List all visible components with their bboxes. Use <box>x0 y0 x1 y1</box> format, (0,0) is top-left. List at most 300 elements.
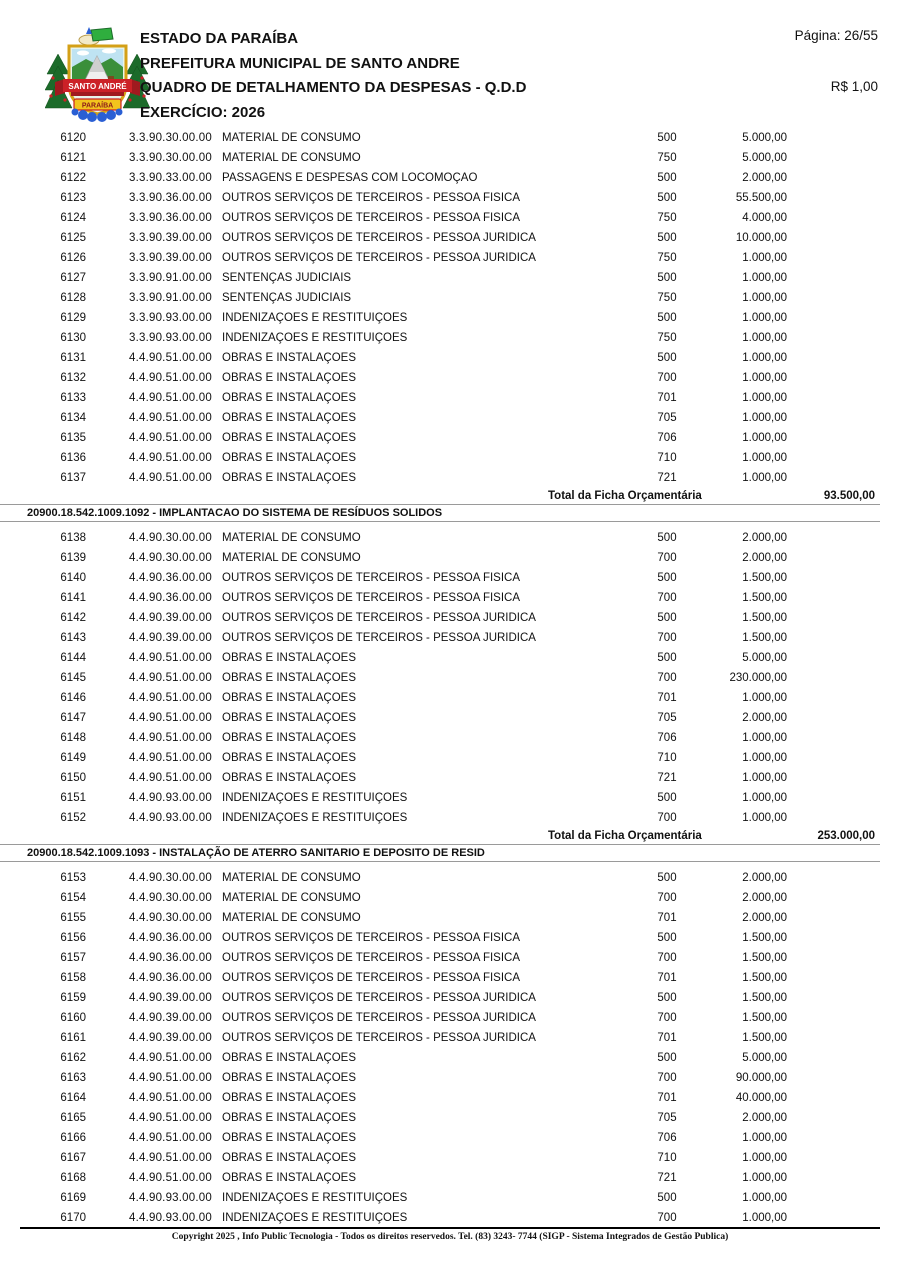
valor-cell: 1.500,00 <box>742 992 787 1004</box>
code-cell: 4.4.90.51.00.00 <box>129 772 212 784</box>
fonte-cell: 500 <box>657 572 677 584</box>
ficha-cell: 6149 <box>60 752 86 764</box>
code-cell: 3.3.90.91.00.00 <box>129 292 212 304</box>
table-row <box>0 308 900 328</box>
valor-cell: 1.500,00 <box>742 572 787 584</box>
code-cell: 4.4.90.51.00.00 <box>129 412 212 424</box>
valor-cell: 2.000,00 <box>742 1112 787 1124</box>
code-cell: 4.4.90.51.00.00 <box>129 1172 212 1184</box>
ficha-cell: 6130 <box>60 332 86 344</box>
ficha-cell: 6161 <box>60 1032 86 1044</box>
total-value: 253.000,00 <box>817 830 875 842</box>
valor-cell: 55.500,00 <box>735 192 787 204</box>
fonte-cell: 700 <box>657 372 677 384</box>
total-row <box>0 828 900 844</box>
table-row <box>0 328 900 348</box>
fonte-cell: 750 <box>657 212 677 224</box>
code-cell: 4.4.90.51.00.00 <box>129 392 212 404</box>
description-cell: SENTENÇAS JUDICIAIS <box>222 292 352 304</box>
description-cell: OBRAS E INSTALAÇÕES <box>222 752 356 764</box>
description-cell: OUTROS SERVIÇOS DE TERCEIROS - PESSOA FÍSICA <box>222 572 521 584</box>
fonte-cell: 706 <box>657 432 677 444</box>
code-cell: 4.4.90.51.00.00 <box>129 672 212 684</box>
code-cell: 4.4.90.36.00.00 <box>129 952 212 964</box>
table-row <box>0 428 900 448</box>
description-cell: OUTROS SERVIÇOS DE TERCEIROS - PESSOA FÍSICA <box>222 952 521 964</box>
ficha-cell: 6166 <box>60 1132 86 1144</box>
table-row <box>0 168 900 188</box>
code-cell: 4.4.90.51.00.00 <box>129 352 212 364</box>
table-row <box>0 1008 900 1028</box>
description-cell: OBRAS E INSTALAÇÕES <box>222 392 356 404</box>
fonte-cell: 750 <box>657 152 677 164</box>
code-cell: 4.4.90.51.00.00 <box>129 1132 212 1144</box>
ficha-cell: 6125 <box>60 232 86 244</box>
fonte-cell: 750 <box>657 332 677 344</box>
code-cell: 4.4.90.30.00.00 <box>129 872 212 884</box>
ficha-cell: 6158 <box>60 972 86 984</box>
description-cell: INDENIZAÇÕES E RESTITUIÇÕES <box>222 792 408 804</box>
fonte-cell: 700 <box>657 812 677 824</box>
ficha-cell: 6126 <box>60 252 86 264</box>
table-row <box>0 568 900 588</box>
code-cell: 3.3.90.33.00.00 <box>129 172 212 184</box>
valor-cell: 1.000,00 <box>742 412 787 424</box>
valor-cell: 1.000,00 <box>742 292 787 304</box>
valor-cell: 1.000,00 <box>742 432 787 444</box>
total-label: Total da Ficha Orçamentária <box>548 830 702 842</box>
fonte-cell: 500 <box>657 792 677 804</box>
table-row <box>0 448 900 468</box>
table-row <box>0 1108 900 1128</box>
fonte-cell: 705 <box>657 412 677 424</box>
code-cell: 3.3.90.93.00.00 <box>129 332 212 344</box>
code-cell: 4.4.90.93.00.00 <box>129 1212 212 1224</box>
valor-cell: 1.500,00 <box>742 1032 787 1044</box>
description-cell: OBRAS E INSTALAÇÕES <box>222 652 356 664</box>
ficha-cell: 6131 <box>60 352 86 364</box>
fonte-cell: 500 <box>657 132 677 144</box>
expense-table <box>0 128 900 1228</box>
table-row <box>0 988 900 1008</box>
description-cell: OUTROS SERVIÇOS DE TERCEIROS - PESSOA JURÍDICA <box>222 232 536 244</box>
description-cell: MATERIAL DE CONSUMO <box>222 912 361 924</box>
fonte-cell: 500 <box>657 992 677 1004</box>
code-cell: 3.3.90.93.00.00 <box>129 312 212 324</box>
description-cell: OBRAS E INSTALAÇÕES <box>222 732 356 744</box>
table-row <box>0 1128 900 1148</box>
code-cell: 4.4.90.30.00.00 <box>129 912 212 924</box>
municipality-crest-icon <box>45 26 150 123</box>
ficha-cell: 6141 <box>60 592 86 604</box>
table-row <box>0 808 900 828</box>
crest-state-label: PARAÍBA <box>81 102 114 110</box>
ficha-cell: 6120 <box>60 132 86 144</box>
valor-cell: 1.000,00 <box>742 1132 787 1144</box>
table-row <box>0 288 900 308</box>
table-row <box>0 928 900 948</box>
description-cell: MATERIAL DE CONSUMO <box>222 552 361 564</box>
table-row <box>0 1088 900 1108</box>
table-row <box>0 408 900 428</box>
ficha-cell: 6154 <box>60 892 86 904</box>
footer-rule <box>20 1227 880 1229</box>
table-row <box>0 1068 900 1088</box>
description-cell: MATERIAL DE CONSUMO <box>222 132 361 144</box>
code-cell: 4.4.90.93.00.00 <box>129 812 212 824</box>
report-title: QUADRO DE DETALHAMENTO DA DESPESAS - Q.D.D <box>140 79 527 96</box>
code-cell: 4.4.90.39.00.00 <box>129 1012 212 1024</box>
valor-cell: 1.000,00 <box>742 392 787 404</box>
code-cell: 4.4.90.30.00.00 <box>129 552 212 564</box>
table-row <box>0 588 900 608</box>
ficha-cell: 6144 <box>60 652 86 664</box>
valor-cell: 40.000,00 <box>735 1092 787 1104</box>
description-cell: OBRAS E INSTALAÇÕES <box>222 1092 356 1104</box>
description-cell: OBRAS E INSTALAÇÕES <box>222 1112 356 1124</box>
code-cell: 4.4.90.51.00.00 <box>129 372 212 384</box>
valor-cell: 2.000,00 <box>742 712 787 724</box>
table-row <box>0 748 900 768</box>
header-right <box>794 28 878 94</box>
valor-cell: 1.000,00 <box>742 752 787 764</box>
code-cell: 3.3.90.36.00.00 <box>129 212 212 224</box>
fonte-cell: 701 <box>657 692 677 704</box>
valor-cell: 1.000,00 <box>742 1192 787 1204</box>
ficha-cell: 6136 <box>60 452 86 464</box>
valor-cell: 5.000,00 <box>742 132 787 144</box>
code-cell: 4.4.90.51.00.00 <box>129 452 212 464</box>
ficha-cell: 6128 <box>60 292 86 304</box>
fonte-cell: 700 <box>657 892 677 904</box>
table-row <box>0 908 900 928</box>
valor-cell: 1.000,00 <box>742 1152 787 1164</box>
ficha-cell: 6139 <box>60 552 86 564</box>
fonte-cell: 700 <box>657 1072 677 1084</box>
valor-cell: 1.000,00 <box>742 272 787 284</box>
valor-cell: 2.000,00 <box>742 912 787 924</box>
valor-cell: 5.000,00 <box>742 152 787 164</box>
fonte-cell: 500 <box>657 232 677 244</box>
code-cell: 4.4.90.51.00.00 <box>129 1152 212 1164</box>
description-cell: OBRAS E INSTALAÇÕES <box>222 412 356 424</box>
description-cell: MATERIAL DE CONSUMO <box>222 152 361 164</box>
description-cell: OUTROS SERVIÇOS DE TERCEIROS - PESSOA JURÍDICA <box>222 612 536 624</box>
fonte-cell: 750 <box>657 292 677 304</box>
fonte-cell: 500 <box>657 932 677 944</box>
description-cell: OBRAS E INSTALAÇÕES <box>222 472 356 484</box>
ficha-cell: 6140 <box>60 572 86 584</box>
valor-cell: 2.000,00 <box>742 892 787 904</box>
fonte-cell: 705 <box>657 712 677 724</box>
table-row <box>0 628 900 648</box>
description-cell: OBRAS E INSTALAÇÕES <box>222 1152 356 1164</box>
description-cell: OBRAS E INSTALAÇÕES <box>222 672 356 684</box>
table-row <box>0 668 900 688</box>
ficha-cell: 6134 <box>60 412 86 424</box>
code-cell: 4.4.90.51.00.00 <box>129 1072 212 1084</box>
table-row <box>0 548 900 568</box>
fonte-cell: 500 <box>657 192 677 204</box>
fonte-cell: 701 <box>657 392 677 404</box>
table-row <box>0 648 900 668</box>
fonte-cell: 710 <box>657 1152 677 1164</box>
description-cell: OBRAS E INSTALAÇÕES <box>222 352 356 364</box>
valor-cell: 1.000,00 <box>742 452 787 464</box>
code-cell: 3.3.90.30.00.00 <box>129 152 212 164</box>
table-row <box>0 348 900 368</box>
ficha-cell: 6142 <box>60 612 86 624</box>
ficha-cell: 6137 <box>60 472 86 484</box>
ficha-cell: 6123 <box>60 192 86 204</box>
table-row <box>0 388 900 408</box>
fonte-cell: 701 <box>657 1092 677 1104</box>
ficha-cell: 6167 <box>60 1152 86 1164</box>
description-cell: OUTROS SERVIÇOS DE TERCEIROS - PESSOA JURÍDICA <box>222 252 536 264</box>
valor-cell: 1.000,00 <box>742 692 787 704</box>
valor-cell: 1.500,00 <box>742 972 787 984</box>
fonte-cell: 500 <box>657 172 677 184</box>
ficha-cell: 6152 <box>60 812 86 824</box>
currency-unit: R$ 1,00 <box>830 79 878 94</box>
fonte-cell: 700 <box>657 632 677 644</box>
valor-cell: 1.500,00 <box>742 612 787 624</box>
state-title: ESTADO DA PARAÍBA <box>140 30 299 47</box>
table-row <box>0 1188 900 1208</box>
ficha-cell: 6138 <box>60 532 86 544</box>
code-cell: 3.3.90.39.00.00 <box>129 232 212 244</box>
description-cell: INDENIZAÇÕES E RESTITUIÇÕES <box>222 1212 408 1224</box>
table-row <box>0 1168 900 1188</box>
valor-cell: 90.000,00 <box>735 1072 787 1084</box>
table-row <box>0 788 900 808</box>
ficha-cell: 6151 <box>60 792 86 804</box>
description-cell: OBRAS E INSTALAÇÕES <box>222 1072 356 1084</box>
ficha-cell: 6162 <box>60 1052 86 1064</box>
ficha-cell: 6156 <box>60 932 86 944</box>
fonte-cell: 701 <box>657 972 677 984</box>
code-cell: 4.4.90.30.00.00 <box>129 532 212 544</box>
valor-cell: 1.000,00 <box>742 472 787 484</box>
table-row <box>0 948 900 968</box>
valor-cell: 1.000,00 <box>742 1172 787 1184</box>
ficha-cell: 6169 <box>60 1192 86 1204</box>
ficha-cell: 6150 <box>60 772 86 784</box>
description-cell: SENTENÇAS JUDICIAIS <box>222 272 352 284</box>
code-cell: 4.4.90.36.00.00 <box>129 932 212 944</box>
table-row <box>0 688 900 708</box>
fonte-cell: 500 <box>657 1192 677 1204</box>
table-row <box>0 608 900 628</box>
description-cell: OUTROS SERVIÇOS DE TERCEIROS - PESSOA FÍSICA <box>222 932 521 944</box>
description-cell: OBRAS E INSTALAÇÕES <box>222 772 356 784</box>
description-cell: OUTROS SERVIÇOS DE TERCEIROS - PESSOA JURÍDICA <box>222 992 536 1004</box>
municipality-title: PREFEITURA MUNICIPAL DE SANTO ANDRE <box>140 54 460 72</box>
table-row <box>0 188 900 208</box>
fonte-cell: 721 <box>657 472 677 484</box>
code-cell: 4.4.90.39.00.00 <box>129 992 212 1004</box>
total-label: Total da Ficha Orçamentária <box>548 490 702 502</box>
table-row <box>0 768 900 788</box>
code-cell: 4.4.90.51.00.00 <box>129 652 212 664</box>
fonte-cell: 706 <box>657 1132 677 1144</box>
code-cell: 4.4.90.30.00.00 <box>129 892 212 904</box>
ficha-cell: 6129 <box>60 312 86 324</box>
valor-cell: 1.000,00 <box>742 732 787 744</box>
code-cell: 4.4.90.51.00.00 <box>129 1052 212 1064</box>
page-number: Página: 26/55 <box>794 28 878 43</box>
table-row <box>0 968 900 988</box>
fonte-cell: 701 <box>657 912 677 924</box>
table-row <box>0 868 900 888</box>
valor-cell: 10.000,00 <box>735 232 787 244</box>
code-cell: 4.4.90.39.00.00 <box>129 632 212 644</box>
table-row <box>0 1048 900 1068</box>
table-row <box>0 468 900 488</box>
ficha-cell: 6121 <box>60 152 86 164</box>
code-cell: 3.3.90.39.00.00 <box>129 252 212 264</box>
ficha-cell: 6148 <box>60 732 86 744</box>
valor-cell: 2.000,00 <box>742 872 787 884</box>
description-cell: OUTROS SERVIÇOS DE TERCEIROS - PESSOA JURÍDICA <box>222 1032 536 1044</box>
description-cell: MATERIAL DE CONSUMO <box>222 532 361 544</box>
description-cell: OBRAS E INSTALAÇÕES <box>222 712 356 724</box>
table-row <box>0 248 900 268</box>
fonte-cell: 700 <box>657 1212 677 1224</box>
crest-city-label: SANTO ANDRÉ <box>68 82 127 91</box>
ficha-cell: 6164 <box>60 1092 86 1104</box>
code-cell: 4.4.90.51.00.00 <box>129 752 212 764</box>
ficha-cell: 6143 <box>60 632 86 644</box>
valor-cell: 1.000,00 <box>742 252 787 264</box>
fonte-cell: 750 <box>657 252 677 264</box>
code-cell: 4.4.90.36.00.00 <box>129 972 212 984</box>
fonte-cell: 500 <box>657 532 677 544</box>
code-cell: 3.3.90.36.00.00 <box>129 192 212 204</box>
ficha-cell: 6133 <box>60 392 86 404</box>
code-cell: 4.4.90.36.00.00 <box>129 592 212 604</box>
code-cell: 4.4.90.51.00.00 <box>129 1112 212 1124</box>
valor-cell: 2.000,00 <box>742 532 787 544</box>
fonte-cell: 500 <box>657 312 677 324</box>
table-row <box>0 228 900 248</box>
valor-cell: 1.500,00 <box>742 952 787 964</box>
valor-cell: 2.000,00 <box>742 172 787 184</box>
valor-cell: 1.500,00 <box>742 1012 787 1024</box>
page-footer <box>0 1227 900 1242</box>
fonte-cell: 500 <box>657 652 677 664</box>
table-row <box>0 1208 900 1228</box>
code-cell: 4.4.90.39.00.00 <box>129 1032 212 1044</box>
valor-cell: 1.000,00 <box>742 792 787 804</box>
description-cell: OBRAS E INSTALAÇÕES <box>222 452 356 464</box>
code-cell: 4.4.90.51.00.00 <box>129 732 212 744</box>
fonte-cell: 700 <box>657 592 677 604</box>
fonte-cell: 500 <box>657 872 677 884</box>
ficha-cell: 6165 <box>60 1112 86 1124</box>
fonte-cell: 700 <box>657 552 677 564</box>
description-cell: OBRAS E INSTALAÇÕES <box>222 432 356 444</box>
table-row <box>0 128 900 148</box>
description-cell: PASSAGENS E DESPESAS COM LOCOMOÇÃO <box>222 172 478 184</box>
ficha-cell: 6135 <box>60 432 86 444</box>
valor-cell: 5.000,00 <box>742 1052 787 1064</box>
fonte-cell: 721 <box>657 772 677 784</box>
ficha-cell: 6132 <box>60 372 86 384</box>
ficha-cell: 6170 <box>60 1212 86 1224</box>
valor-cell: 1.000,00 <box>742 372 787 384</box>
description-cell: INDENIZAÇÕES E RESTITUIÇÕES <box>222 1192 408 1204</box>
description-cell: OUTROS SERVIÇOS DE TERCEIROS - PESSOA FÍSICA <box>222 212 521 224</box>
valor-cell: 1.000,00 <box>742 812 787 824</box>
description-cell: INDENIZAÇÕES E RESTITUIÇÕES <box>222 332 408 344</box>
code-cell: 4.4.90.51.00.00 <box>129 432 212 444</box>
description-cell: OBRAS E INSTALAÇÕES <box>222 692 356 704</box>
code-cell: 4.4.90.51.00.00 <box>129 692 212 704</box>
code-cell: 4.4.90.93.00.00 <box>129 1192 212 1204</box>
valor-cell: 1.000,00 <box>742 1212 787 1224</box>
table-row <box>0 148 900 168</box>
valor-cell: 2.000,00 <box>742 552 787 564</box>
table-row <box>0 888 900 908</box>
ficha-cell: 6155 <box>60 912 86 924</box>
ficha-cell: 6127 <box>60 272 86 284</box>
table-row <box>0 708 900 728</box>
ficha-cell: 6147 <box>60 712 86 724</box>
table-row <box>0 268 900 288</box>
ficha-cell: 6122 <box>60 172 86 184</box>
code-cell: 4.4.90.36.00.00 <box>129 572 212 584</box>
ficha-cell: 6157 <box>60 952 86 964</box>
code-cell: 4.4.90.51.00.00 <box>129 1092 212 1104</box>
description-cell: OBRAS E INSTALAÇÕES <box>222 1132 356 1144</box>
fonte-cell: 706 <box>657 732 677 744</box>
description-cell: OBRAS E INSTALAÇÕES <box>222 372 356 384</box>
table-row <box>0 368 900 388</box>
exercise-year: EXERCÍCIO: 2026 <box>140 103 266 121</box>
description-cell: OUTROS SERVIÇOS DE TERCEIROS - PESSOA FÍSICA <box>222 192 521 204</box>
code-cell: 4.4.90.93.00.00 <box>129 792 212 804</box>
valor-cell: 1.000,00 <box>742 772 787 784</box>
fonte-cell: 500 <box>657 272 677 284</box>
page-header <box>0 0 900 128</box>
valor-cell: 230.000,00 <box>729 672 787 684</box>
description-cell: OUTROS SERVIÇOS DE TERCEIROS - PESSOA JURÍDICA <box>222 632 536 644</box>
description-cell: OUTROS SERVIÇOS DE TERCEIROS - PESSOA FÍSICA <box>222 592 521 604</box>
code-cell: 4.4.90.51.00.00 <box>129 712 212 724</box>
valor-cell: 1.000,00 <box>742 312 787 324</box>
code-cell: 3.3.90.91.00.00 <box>129 272 212 284</box>
fonte-cell: 500 <box>657 612 677 624</box>
fonte-cell: 701 <box>657 1032 677 1044</box>
description-cell: OUTROS SERVIÇOS DE TERCEIROS - PESSOA JURÍDICA <box>222 1012 536 1024</box>
valor-cell: 1.000,00 <box>742 352 787 364</box>
table-row <box>0 208 900 228</box>
ficha-cell: 6124 <box>60 212 86 224</box>
total-value: 93.500,00 <box>823 490 875 502</box>
ficha-cell: 6153 <box>60 872 86 884</box>
valor-cell: 4.000,00 <box>742 212 787 224</box>
fonte-cell: 710 <box>657 452 677 464</box>
table-row <box>0 1028 900 1048</box>
code-cell: 4.4.90.51.00.00 <box>129 472 212 484</box>
table-row <box>0 1148 900 1168</box>
ficha-cell: 6168 <box>60 1172 86 1184</box>
valor-cell: 1.500,00 <box>742 932 787 944</box>
fonte-cell: 721 <box>657 1172 677 1184</box>
ficha-cell: 6163 <box>60 1072 86 1084</box>
description-cell: OUTROS SERVIÇOS DE TERCEIROS - PESSOA FÍSICA <box>222 972 521 984</box>
